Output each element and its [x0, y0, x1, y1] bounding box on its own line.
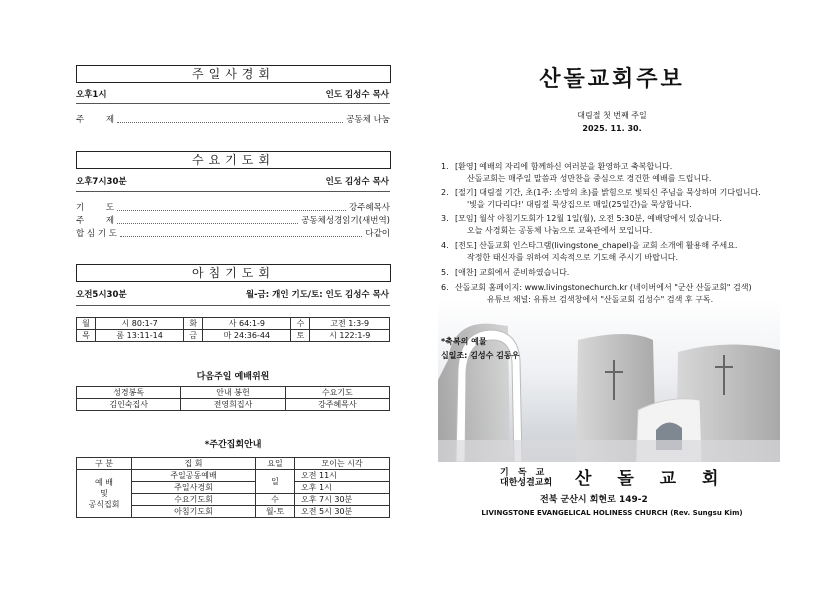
header-cell: 구 분 [77, 458, 132, 470]
daily-reading-table [76, 317, 390, 342]
category-cell: 예 배 및 공식집회 [77, 470, 132, 518]
announcement-3 [441, 213, 722, 237]
reading-cell: 시 122:1-9 [310, 330, 390, 342]
item-number: 2. [441, 188, 449, 197]
item-line: [절기] 대림절 기간, 초(1주: 소망의 초)를 밝힘으로 빛되신 주님을 묵상하며 기다립니다. [455, 188, 761, 197]
header-cell: 수요기도 [285, 387, 389, 399]
table-row [77, 399, 390, 411]
day-cell: 월 [77, 318, 96, 330]
sunday-service-header: 주일사경회 [76, 65, 391, 83]
item-line: [전도] 산돌교회 인스타그램(livingstone_chapel)을 교회 소개에 활용해 주세요. [455, 241, 738, 250]
table-row [77, 470, 390, 482]
wednesday-divider [76, 191, 390, 192]
table-row [77, 458, 390, 470]
time-cell: 오전 11시 [295, 470, 390, 482]
day-cell: 수 [291, 318, 310, 330]
announcement-4 [441, 240, 737, 264]
day-cell: 화 [184, 318, 203, 330]
day-cell: 금 [184, 330, 203, 342]
church-address: 전북 군산시 회현로 149-2 [540, 495, 648, 505]
row-value: 강주혜목사 [348, 203, 390, 213]
announcement-2 [441, 187, 761, 211]
sunday-time: 오후1시 [76, 90, 107, 100]
header-cell: 성경봉독 [77, 387, 181, 399]
item-number: 1. [441, 162, 449, 171]
morning-prayer-header: 아침기도회 [76, 264, 391, 282]
meeting-cell: 주일공동예배 [132, 470, 256, 482]
value-cell: 전영희집사 [181, 399, 285, 411]
row-value: 공동체성경읽기(새번역) [301, 216, 390, 226]
reading-cell: 롬 13:11-14 [96, 330, 184, 342]
weekly-meetings-table [76, 457, 390, 518]
denomination-bottom: 대한성결교회 [500, 478, 553, 488]
item-line: '빛을 기다리다!' 대림절 묵상집으로 매일(25일간)을 묵상합니다. [467, 200, 692, 209]
youtube-channel-link[interactable]: 유튜브 채널: 유튜브 검색창에서 "산돌교회 김성수" 검색 후 구독. [487, 295, 714, 304]
day-cell: 일 [256, 470, 295, 494]
offering-names: 십일조: 김성수 김동우 [441, 351, 520, 360]
meeting-cell: 주일사경회 [132, 482, 256, 494]
row-value: 다같이 [365, 229, 390, 239]
bulletin-date: 2025. 11. 30. [582, 124, 642, 133]
day-cell: 수 [256, 494, 295, 506]
morning-time: 오전5시30분 [76, 290, 127, 300]
row-label: 기 도 [76, 203, 115, 213]
header-cell: 모이는 시각 [295, 458, 390, 470]
next-week-table [76, 386, 390, 411]
wednesday-service-header: 수요기도회 [76, 151, 391, 169]
reading-cell: 시 80:1-7 [96, 318, 184, 330]
homepage-link[interactable]: 산돌교회 홈페이지: www.livingstonechurch.kr (네이버에서 "군산 산돌교회" 검색) [455, 283, 752, 292]
morning-divider [76, 305, 390, 306]
announcement-6 [441, 282, 752, 306]
denomination-top: 기 독 교 [500, 468, 548, 478]
item-line: [애찬] 교회에서 준비하였습니다. [455, 268, 570, 277]
sunday-leader: 인도 김성수 목사 [325, 90, 389, 100]
item-number: 3. [441, 214, 449, 223]
time-cell: 오전 5시 30분 [295, 506, 390, 518]
church-english-name: LIVINGSTONE EVANGELICAL HOLINESS CHURCH (Rev. Sungsu Kim) [481, 509, 743, 517]
announcement-1 [441, 161, 711, 185]
church-name: 산 돌 교 회 [575, 469, 729, 489]
row-label: 주 제 [76, 216, 115, 226]
church-building-image [438, 300, 780, 462]
sunday-divider [76, 103, 390, 104]
day-cell: 토 [291, 330, 310, 342]
item-line: 작정한 태신자를 위하여 지속적으로 기도해 주시기 바랍니다. [467, 253, 678, 262]
item-number: 5. [441, 268, 449, 277]
wednesday-leader: 인도 김성수 목사 [325, 177, 389, 187]
weekly-meetings-title: *주간집회안내 [204, 440, 262, 450]
day-cell: 목 [77, 330, 96, 342]
item-line: 오늘 사경회는 공동체 나눔으로 교육관에서 모입니다. [467, 226, 653, 235]
wednesday-time: 오후7시30분 [76, 177, 127, 187]
item-line: [환영] 예배의 자리에 함께하신 여러분을 환영하고 축복합니다. [455, 162, 673, 171]
header-cell: 요일 [256, 458, 295, 470]
row-value: 공동체 나눔 [346, 115, 390, 125]
wednesday-theme-row [76, 214, 390, 226]
wednesday-prayer-row [76, 201, 390, 213]
reading-cell: 고전 1:3-9 [310, 318, 390, 330]
value-cell: 강주혜목사 [285, 399, 389, 411]
sunday-theme-row [76, 113, 390, 125]
table-row [77, 387, 390, 399]
row-label: 합 심 기 도 [76, 229, 117, 239]
reading-cell: 사 64:1-9 [203, 318, 291, 330]
announcement-5 [441, 267, 569, 279]
wednesday-joint-prayer-row [76, 227, 390, 239]
offering-title: *축복의 예물 [441, 337, 487, 346]
header-cell: 안내 봉헌 [181, 387, 285, 399]
liturgical-week: 대림절 첫 번째 주일 [577, 111, 647, 120]
bulletin-title: 산돌교회주보 [539, 67, 685, 92]
item-line: [모임] 월삭 아침기도회가 12월 1일(월), 오전 5:30분, 예배당에서 있습니다. [455, 214, 722, 223]
header-cell: 집 회 [132, 458, 256, 470]
next-week-title: 다음주일 예배위원 [196, 372, 270, 382]
row-label: 주 제 [76, 115, 115, 125]
item-number: 4. [441, 241, 449, 250]
time-cell: 오후 7시 30분 [295, 494, 390, 506]
meeting-cell: 아침기도회 [132, 506, 256, 518]
item-number: 6. [441, 283, 449, 292]
meeting-cell: 수요기도회 [132, 494, 256, 506]
day-cell: 월-토 [256, 506, 295, 518]
value-cell: 김인숙집사 [77, 399, 181, 411]
morning-leader: 월-금: 개인 기도/토: 인도 김성수 목사 [245, 290, 389, 300]
item-line: 산돌교회는 매주일 말씀과 성만찬을 중심으로 경건한 예배를 드립니다. [467, 174, 712, 183]
table-row [77, 318, 390, 330]
reading-cell: 마 24:36-44 [203, 330, 291, 342]
time-cell: 오후 1시 [295, 482, 390, 494]
table-row [77, 330, 390, 342]
